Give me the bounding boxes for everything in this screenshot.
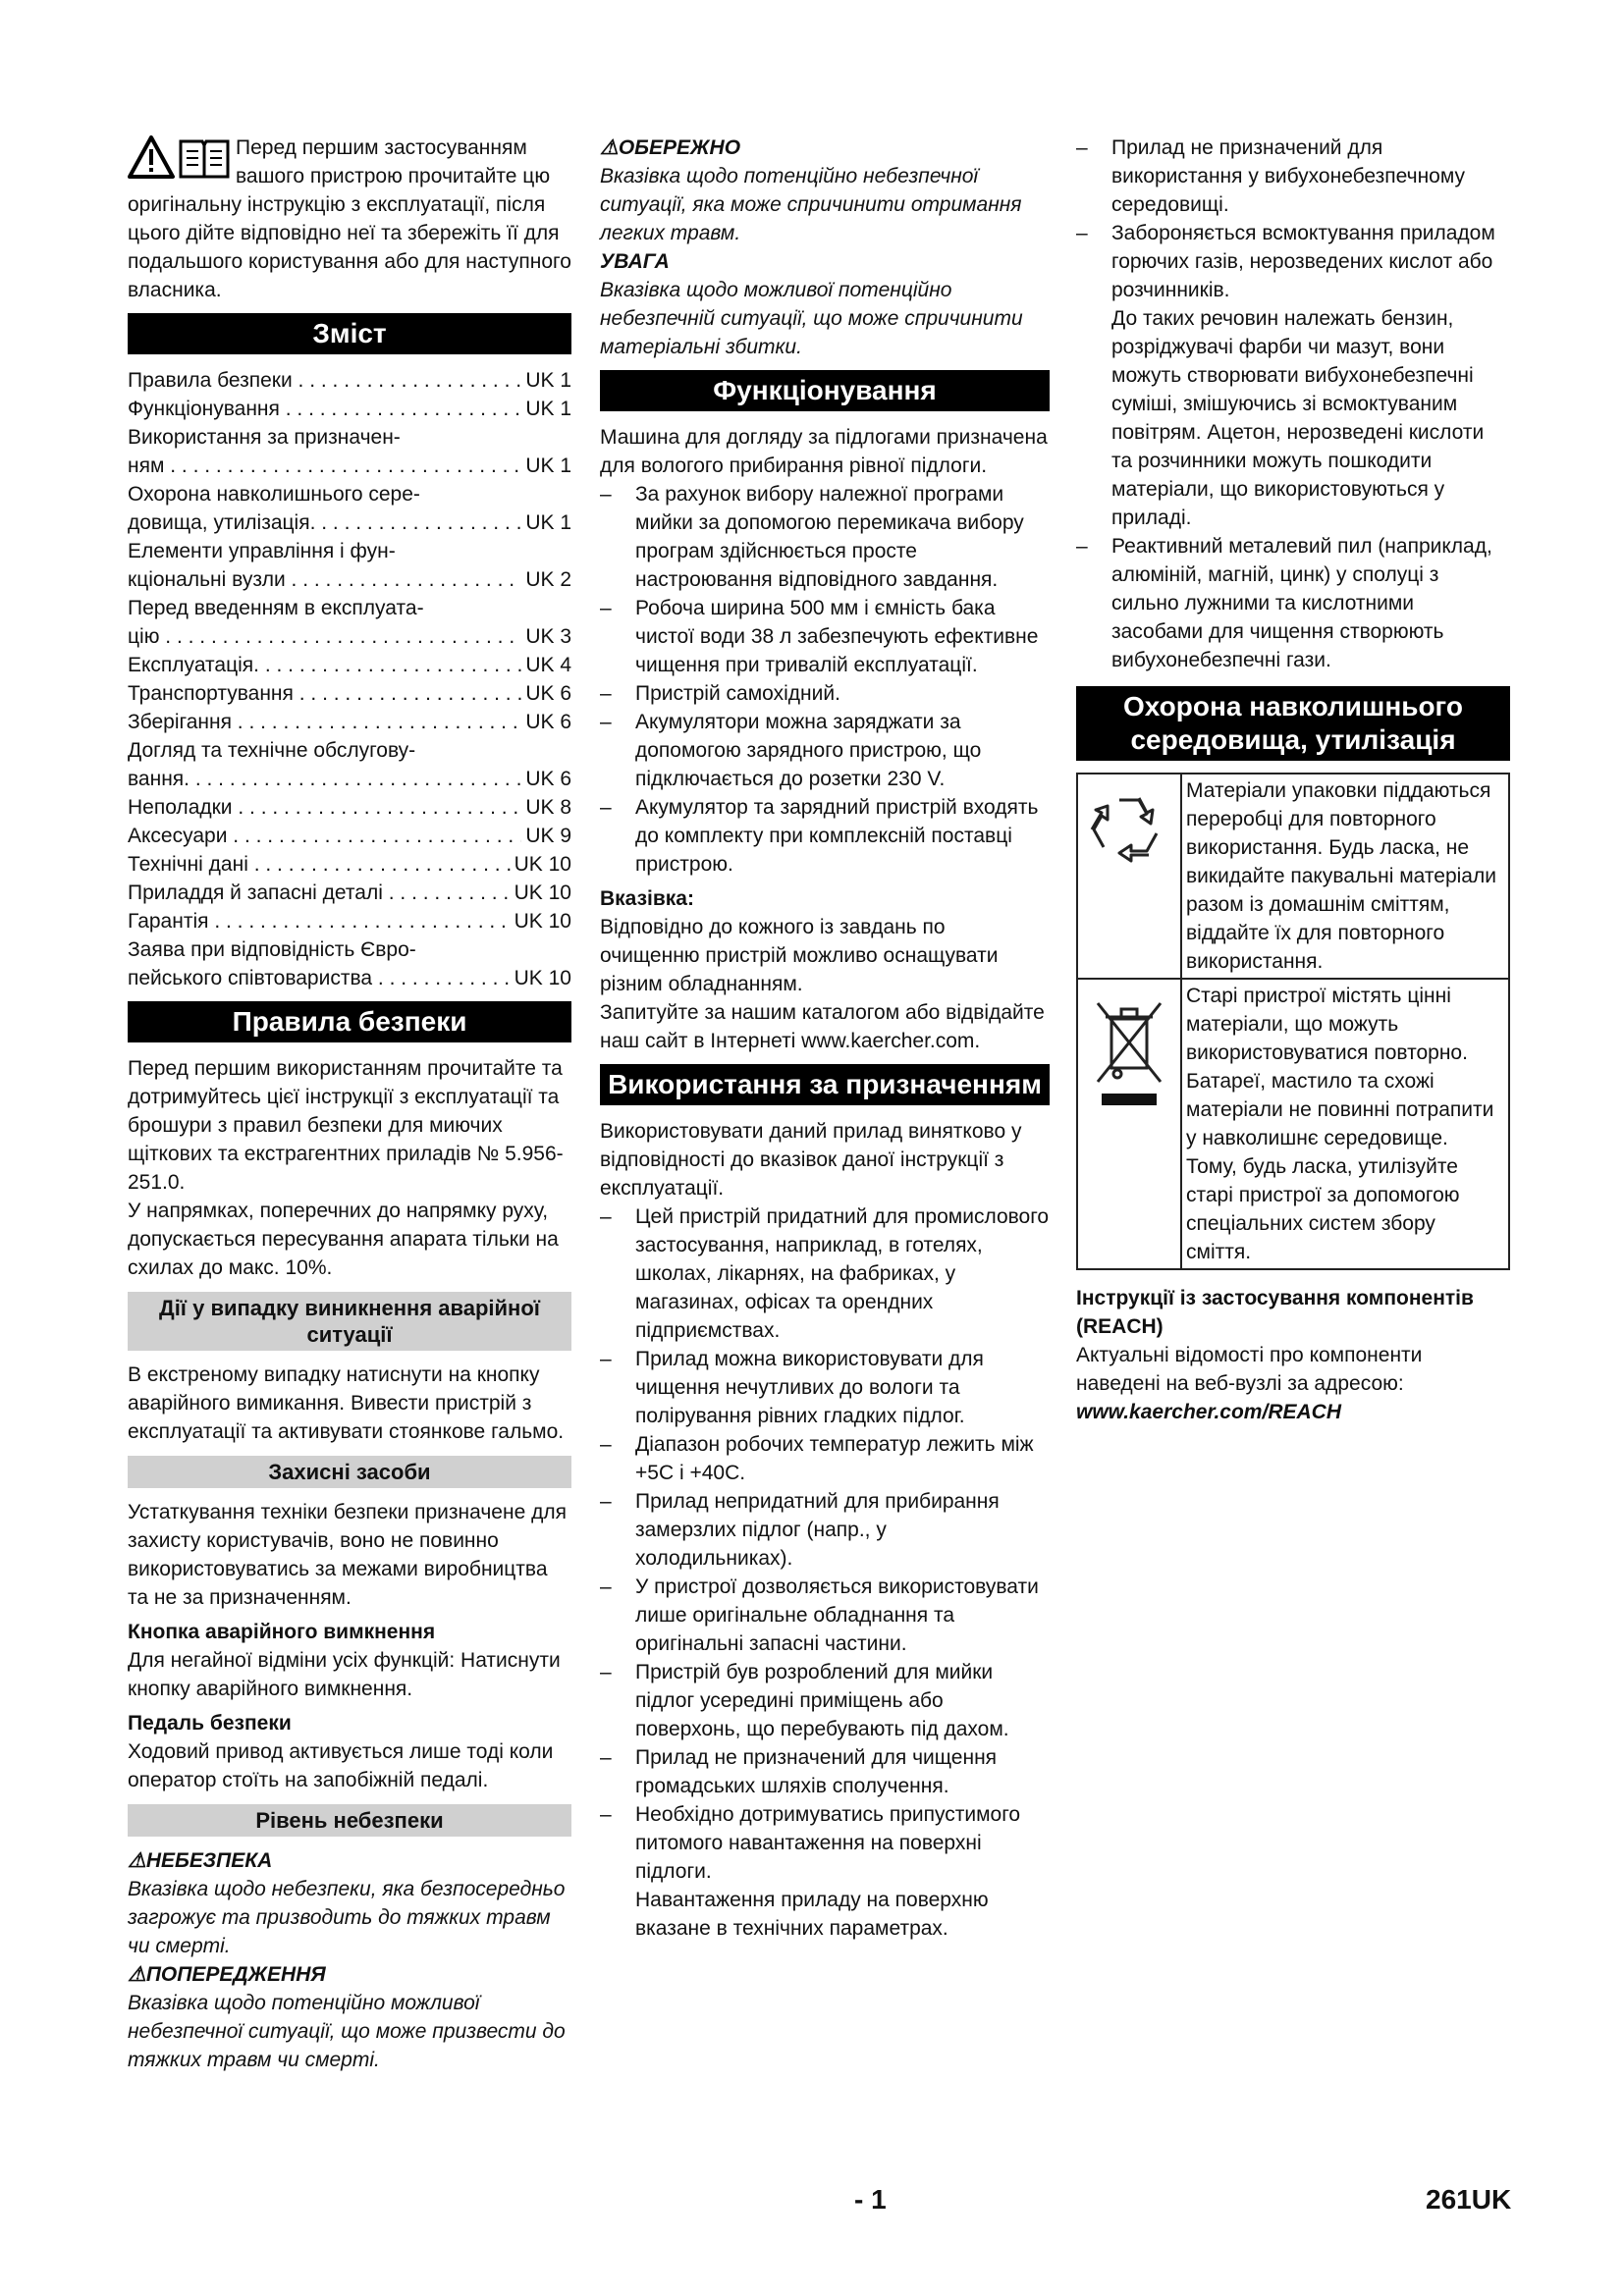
list-item: – Реактивний металевий пил (наприклад, алюміній, магній, цинк) у сполуці з сильно лужними та кислотними засобами для чищення створюють вибухонебезпечні гази. [1076,535,1492,671]
toc-item[interactable]: Транспортування . . . UK 6 [128,679,571,708]
list-item: – Прилад не призначений для використання у вибухонебезпечному середовищі. [1076,136,1466,216]
danger-text: Вказівка щодо небезпеки, яка безпосередньо загрожує та призводить до тяжких травм чи смерті. [128,1878,566,1957]
column-1 [128,133,571,2074]
toc-item[interactable]: Зберігання . . . UK 6 [128,708,571,736]
toc-item[interactable]: Гарантія . . . UK 10 [128,907,571,935]
environment-heading: Охорона навколишнього середовища, утилізація [1076,686,1510,761]
list-item: – У пристрої дозволяється використовувати лише оригінальне обладнання та оригінальні запасні частини. [600,1575,1039,1655]
toc-item[interactable]: Використання за призначен- ням . . . UK 1 [128,423,571,480]
protection-text: Устаткування техніки безпеки призначене для захисту користувачів, воно не повинно використовуватись за межами виробництва та не за призначенням. [128,1501,567,1609]
list-item: – Робоча ширина 500 мм і ємність бака чистої води 38 л забезпечують ефективне чищення при тривалій експлуатації. [600,597,1039,676]
list-item: – За рахунок вибору належної програми мийки за допомогою перемикача вибору програм здійснюється просте настроювання відповідного завдання. [600,483,1024,591]
pedal-text: Ходовий привод активується лише тоді коли оператор стоїть на запобіжній педалі. [128,1740,554,1791]
emergency-heading: Дії у випадку виникнення аварійної ситуації [128,1292,571,1351]
list-item: – Акумулятор та зарядний пристрій входять до комплекту при комплексній поставці пристрою. [600,796,1039,876]
toc-item[interactable]: Функціонування . . . UK 1 [128,395,571,423]
toc-heading: Зміст [128,313,571,354]
toc-item[interactable]: Догляд та технічне обслугову- вання. . . . UK 6 [128,736,571,793]
table-of-contents [128,366,571,992]
toc-item[interactable]: Охорона навколишнього сере- довища, утилізація. . . . UK 1 [128,480,571,537]
warning-triangle-icon: ⚠ [128,1849,146,1872]
crossed-bin-icon [1077,979,1181,1269]
function-heading: Функціонування [600,370,1050,411]
toc-item[interactable]: Перед введенням в експлуата- цію . . . UK 3 [128,594,571,651]
note-text: Відповідно до кожного із завдань по очищенню пристрій можливо оснащувати різним обладнанням. [600,916,999,995]
reach-title: Інструкції із застосування компонентів (REACH) [1076,1287,1474,1338]
list-item: – Прилад можна використовувати для чищення нечутливих до вологи та полірування рівних гладких підлог. [600,1348,984,1427]
environment-table [1076,773,1510,1270]
function-intro: Машина для догляду за підлогами призначена для вологого прибирання рівної підлоги. [600,426,1048,477]
toc-item[interactable]: Приладдя й запасні деталі . . . UK 10 [128,879,571,907]
protection-heading: Захисні засоби [128,1456,571,1488]
table-row [1077,979,1509,1269]
danger-label: ⚠НЕБЕЗПЕКА [128,1849,273,1872]
warning-triangle-icon: ⚠ [128,1963,146,1986]
toc-item[interactable]: Заява при відповідність Євро- пейського співтовариства . . . UK 10 [128,935,571,992]
bin-text: Старі пристрої містять цінні матеріали, що можуть використовуватися повторно. Батареї, мастило та схожі матеріали не повинні потрапити у навколишнє середовище. Тому, будь ласка, утилізуйте старі пристрої за допомогою спеціальних систем збору сміття. [1181,979,1509,1269]
list-item: – Акумулятори можна заряджати за допомогою зарядного пристрою, що підключається до розетки 230 V. [600,711,982,790]
warning-label: ⚠ПОПЕРЕДЖЕННЯ [128,1963,326,1986]
note-label: Вказівка: [600,887,694,910]
usage-heading: Використання за призначенням [600,1064,1050,1105]
toc-item[interactable]: Технічні дані . . . UK 10 [128,850,571,879]
safety-paragraph: Перед першим використанням прочитайте та дотримуйтесь цієї інструкції з експлуатації та брошури з правил безпеки для миючих щіткових та екстрагентних приладів № 5.956-251.0. [128,1057,564,1194]
warning-manual-icons [128,133,230,185]
warning-text: Вказівка щодо потенційно можливої небезпечної ситуації, що може призвести до тяжких травм чи смерті. [128,1992,566,2071]
list-item: – Пристрій був розроблений для мийки підлог усередині приміщень або поверхонь, що перебувають під дахом. [600,1661,1009,1740]
list-item: – Пристрій самохідний. [600,682,840,705]
document-code: 261UK [1426,2184,1512,2215]
toc-item[interactable]: Елементи управління і фун- кціональні вузли . . . UK 2 [128,537,571,594]
list-item: – Прилад непридатний для прибирання замерзлих підлог (напр., у холодильниках). [600,1490,1000,1570]
substances-text: До таких речовин належать бензин, розріджувачі фарби чи мазут, вони можуть створювати вибухонебезпечні суміші, змішуючись зі всмоктуваним повітрям. Ацетон, нерозведені кислоти та розчинники можуть пошкодити матеріали, що використовуються у приладі. [1111,307,1485,529]
reach-text: Актуальні відомості про компоненти наведені на веб-вузлі за адресою: [1076,1344,1423,1395]
intro-text: Перед першим застосуванням вашого пристрою прочитайте цю оригінальну інструкцію з експлуатації, після цього дійте відповідно неї та збережіть її для подальшого користування або для наступного власника. [128,136,571,301]
table-row [1077,774,1509,979]
toc-item[interactable]: Експлуатація. . . . UK 4 [128,651,571,679]
safety-heading: Правила безпеки [128,1001,571,1042]
note-text: Запитуйте за нашим каталогом або відвідайте наш сайт в Інтернеті www.kaercher.com. [600,1001,1045,1052]
toc-item[interactable]: Аксесуари . . . UK 9 [128,822,571,850]
attention-text: Вказівка щодо можливої потенційно небезпечній ситуації, що може спричинити матеріальні збитки. [600,279,1023,358]
attention-label: УВАГА [600,250,670,273]
estop-text: Для негайної відміни усіх функцій: Натиснути кнопку аварійного вимкнення. [128,1649,561,1700]
manual-book-icon [181,141,228,177]
list-item: – Забороняється всмоктування приладом горючих газів, нерозведених кислот або розчинників. [1076,222,1495,301]
pedal-title: Педаль безпеки [128,1712,292,1735]
caution-text: Вказівка щодо потенційно небезпечної ситуації, яка може спричинити отримання легких травм. [600,165,1022,244]
intro-block [128,133,571,304]
hazard-levels-heading: Рівень небезпеки [128,1804,571,1837]
reach-link[interactable]: www.kaercher.com/REACH [1076,1401,1341,1423]
toc-item[interactable]: Правила безпеки . . . UK 1 [128,366,571,395]
toc-item[interactable]: Неполадки . . . UK 8 [128,793,571,822]
list-item: – Діапазон робочих температур лежить між +5C і +40C. [600,1433,1034,1484]
column-2 [600,133,1050,1943]
column-3 [1076,133,1510,1426]
caution-label: ⚠ОБЕРЕЖНО [600,136,741,159]
recycle-icon [1077,774,1181,979]
warning-triangle-icon [130,137,173,177]
emergency-text: В екстреному випадку натиснути на кнопку аварійного вимикання. Вивести пристрій з експлуатації та активувати стоянкове гальмо. [128,1363,565,1443]
load-text: Навантаження приладу на поверхню вказане в технічних параметрах. [635,1889,989,1940]
safety-paragraph: У напрямках, поперечних до напрямку руху, допускається пересування апарата тільки на схилах до макс. 10%. [128,1200,559,1279]
usage-intro: Використовувати даний прилад винятково у відповідності до вказівок даної інструкції з експлуатації. [600,1120,1022,1200]
list-item: – Цей пристрій придатний для промислового застосування, наприклад, в готелях, школах, лікарнях, на фабриках, у магазинах, офісах та орендних підприємствах. [600,1205,1050,1342]
list-item: – Необхідно дотримуватись припустимого питомого навантаження на поверхні підлоги. [600,1803,1021,1883]
estop-title: Кнопка аварійного вимкнення [128,1621,436,1643]
warning-triangle-icon: ⚠ [600,136,619,159]
page-number: - 1 [854,2184,887,2215]
recycle-text: Матеріали упаковки піддаються переробці для повторного використання. Будь ласка, не викидайте пакувальні матеріали разом із домашнім сміттям, віддайте їх для повторного використання. [1181,774,1509,979]
list-item: – Прилад не призначений для чищення громадських шляхів сполучення. [600,1746,998,1797]
